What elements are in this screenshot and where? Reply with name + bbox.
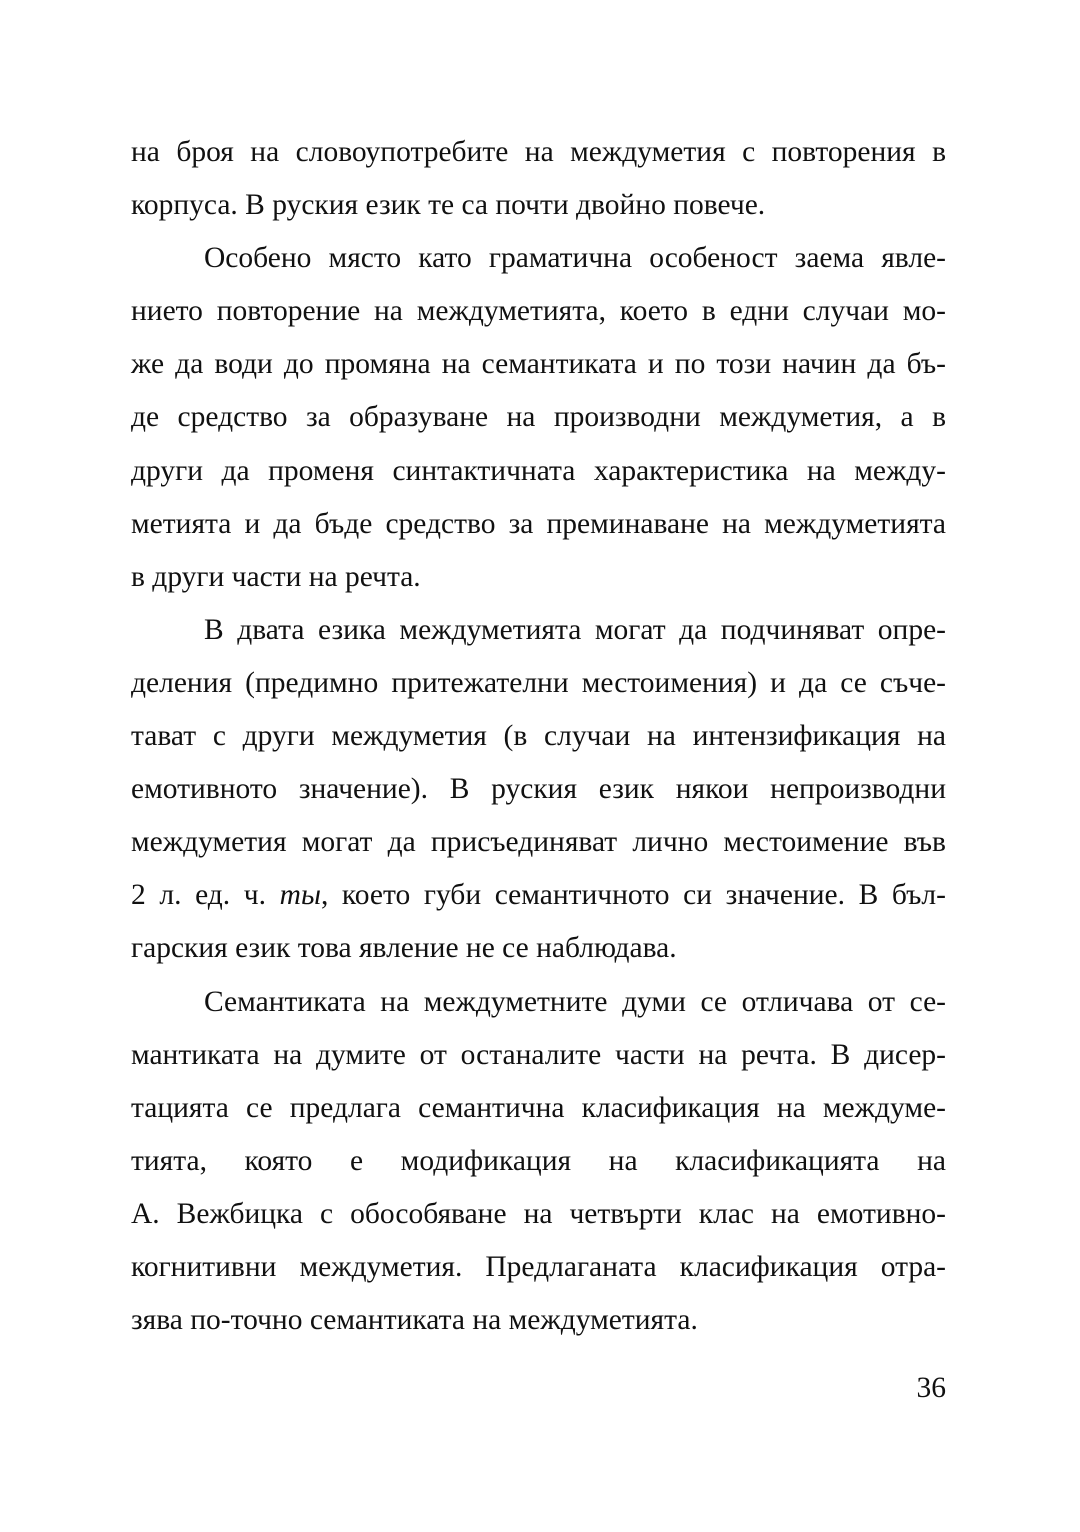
text-line: нието повторение на междуметията, което в едни случаи мо- bbox=[131, 295, 946, 328]
text-line: корпуса. В руския език те са почти двойно повече. bbox=[131, 189, 766, 222]
text-line: на броя на словоупотребите на междуметия с повторения в bbox=[131, 136, 946, 168]
text-line: деления (предимно притежателни местоимения) и да се съче- bbox=[131, 666, 946, 699]
text-line: зява по-точно семантиката на междуметията. bbox=[131, 1304, 698, 1337]
text-line: гарския език това явление не се наблюдава. bbox=[131, 932, 677, 965]
text-line: А. Вежбицка с обособяване на четвърти клас на емотивно- bbox=[131, 1197, 946, 1230]
text-segment: 2 л. ед. ч. bbox=[131, 879, 280, 912]
italic-term: ты bbox=[279, 879, 321, 912]
text-line: в други части на речта. bbox=[131, 560, 421, 593]
text-line: де средство за образуване на производни междуметия, а в bbox=[131, 401, 946, 434]
text-segment: , което губи семантичното си значение. В бъл- bbox=[320, 879, 946, 912]
page-body bbox=[131, 126, 946, 1347]
text-line: В двата езика междуметията могат да подчиняват опре- bbox=[204, 613, 946, 646]
text-line: же да води до промяна на семантиката и по този начин да бъ- bbox=[131, 348, 946, 381]
text-line: междуметия могат да присъединяват лично местоимение във bbox=[131, 826, 946, 859]
text-line: Семантиката на междуметните думи се отличава от се- bbox=[204, 985, 946, 1018]
text-line: метията и да бъде средство за преминаване на междуметията bbox=[131, 507, 946, 540]
page-number: 36 bbox=[916, 1372, 946, 1404]
text-line: емотивното значение). В руския език някои непроизводни bbox=[131, 773, 946, 806]
text-line: тията, която е модификация на класификацията на bbox=[131, 1144, 946, 1177]
text-line: тават с други междуметия (в случаи на интензификация на bbox=[131, 720, 946, 753]
text-line bbox=[131, 869, 946, 922]
text-line: когнитивни междуметия. Предлаганата класификация отра- bbox=[131, 1250, 946, 1283]
text-line: мантиката на думите от останалите части на речта. В дисер- bbox=[131, 1038, 946, 1071]
text-line: тацията се предлага семантична класификация на междуме- bbox=[131, 1091, 946, 1124]
text-line: Особено място като граматична особеност заема явле- bbox=[204, 242, 946, 275]
text-line: други да променя синтактичната характеристика на между- bbox=[131, 454, 946, 487]
